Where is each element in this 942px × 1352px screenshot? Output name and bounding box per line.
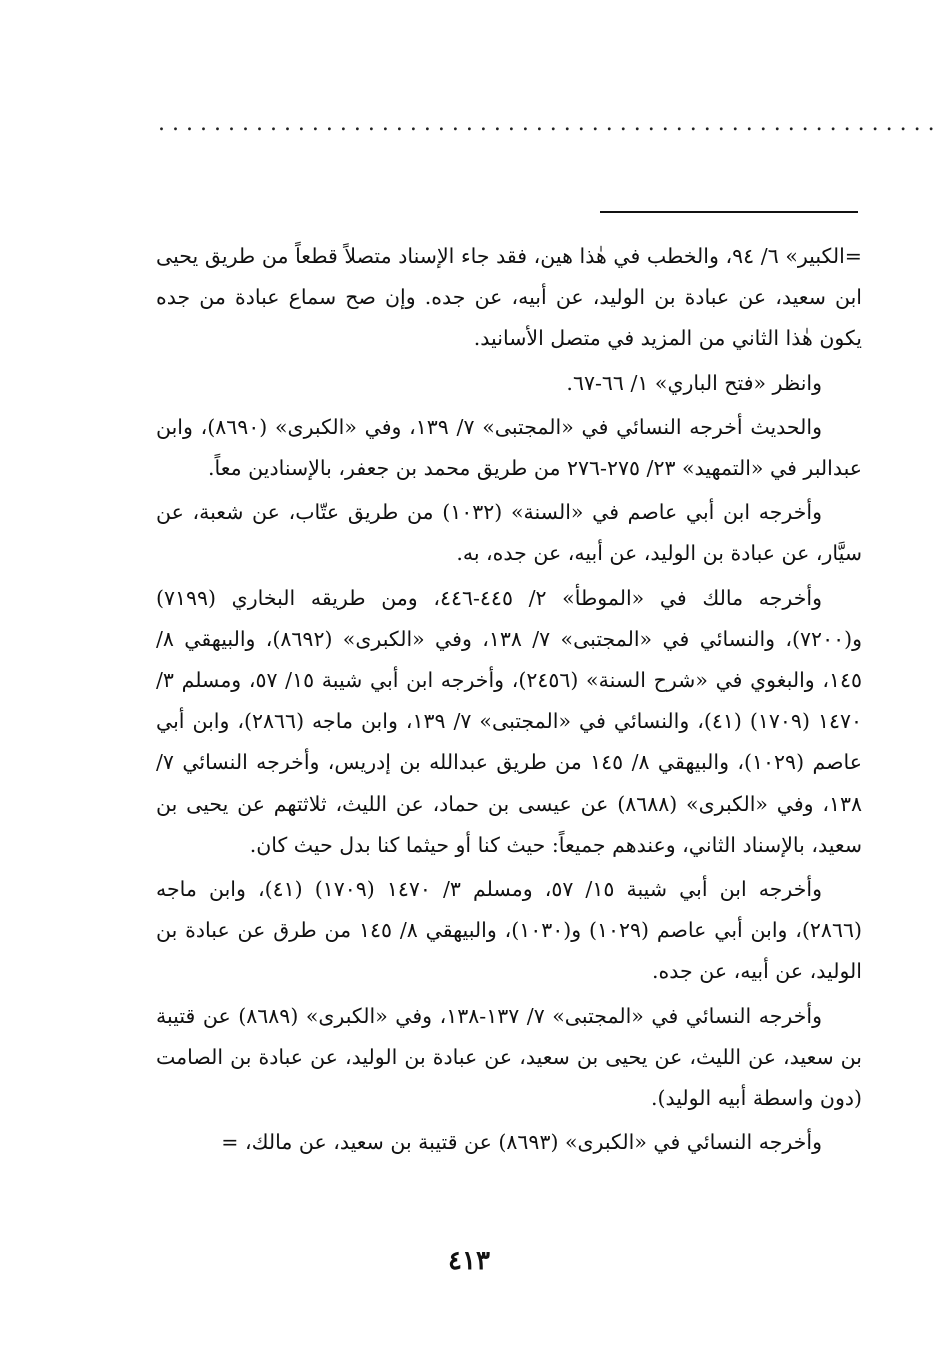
footnote-paragraph: وأخرجه النسائي في «الكبرى» (٨٦٩٣) عن قتيبة بن سعيد، عن مالك، =: [221, 1130, 822, 1155]
footnote-paragraph: وأخرجه ابن أبي عاصم في «السنة» (١٠٣٢) من طريق عتّاب، عن شعبة، عن سيَّار، عن عبادة بن الوليد، عن أبيه، عن جده، به.: [156, 500, 862, 566]
footnote-paragraph: وأخرجه مالك في «الموطأ» ٢/ ٤٤٥-٤٤٦، ومن طريقه البخاري (٧١٩٩) و(٧٢٠٠)، والنسائي في «المجتبى» ٧/ ١٣٨، وفي «الكبرى» (٨٦٩٢)، والبيهقي ٨/ ١٤٥، والبغوي في «شرح السنة» (٢٤٥٦)، وأخرجه ابن أبي شيبة ١٥/ ٥٧، ومسلم ٣/ ١٤٧٠ (١٧٠٩) (٤١)، والنسائي في «المجتبى» ٧/ ١٣٩، وابن ماجه (٢٨٦٦)، وابن أبي عاصم (١٠٢٩)، والبيهقي ٨/ ١٤٥ من طريق عبدالله بن إدريس، وأخرجه النسائي ٧/ ١٣٨، وفي «الكبرى» (٨٦٨٨) عن عيسى بن حماد، عن الليث، ثلاثتهم عن يحيى بن سعيد، بالإسناد الثاني، وعندهم جميعاً: حيث كنا أو حيثما كنا بدل حيث كان.: [156, 585, 862, 857]
footnote-paragraph: وأخرجه النسائي في «المجتبى» ٧/ ١٣٧-١٣٨، وفي «الكبرى» (٨٦٨٩) عن قتيبة بن سعيد، عن الليث، عن يحيى بن سعيد، عن عبادة بن الوليد، عن عبادة بن الصامت (دون واسطة أبيه الوليد).: [156, 1003, 862, 1111]
footnote-paragraph: وأخرجه ابن أبي شيبة ١٥/ ٥٧، ومسلم ٣/ ١٤٧٠ (١٧٠٩) (٤١)، وابن ماجه (٢٨٦٦)، وابن أبي عاصم (١٠٢٩) و(١٠٣٠)، والبيهقي ٨/ ١٤٥ من طرق عن عبادة بن الوليد، عن أبيه، عن جده.: [156, 877, 862, 984]
footnote-paragraph: =الكبير» ٦/ ٩٤، والخطب في هٰذا هين، فقد جاء الإسناد متصلاً قطعاً من طريق يحيى ابن سعيد، عن عبادة بن الوليد، عن أبيه، عن جده. وإن صح سماع عبادة من جده يكون هٰذا الثاني من المزيد في متصل الأسانيد.: [156, 244, 862, 351]
page-number: ٤١٣: [448, 1246, 490, 1276]
footnotes-block: [156, 236, 862, 1166]
footnote-paragraph: والحديث أخرجه النسائي في «المجتبى» ٧/ ١٣٩، وفي «الكبرى» (٨٦٩٠)، وابن عبدالبر في «التمهيد» ٢٣/ ٢٧٥-٢٧٦ من طريق محمد بن جعفر، بالإسنادين معاً.: [156, 414, 862, 481]
footnote-paragraph: وانظر «فتح الباري» ١/ ٦٦-٦٧.: [566, 370, 822, 395]
footnote-rule: [600, 211, 858, 213]
separator-dots: ........................................................: [158, 111, 942, 136]
